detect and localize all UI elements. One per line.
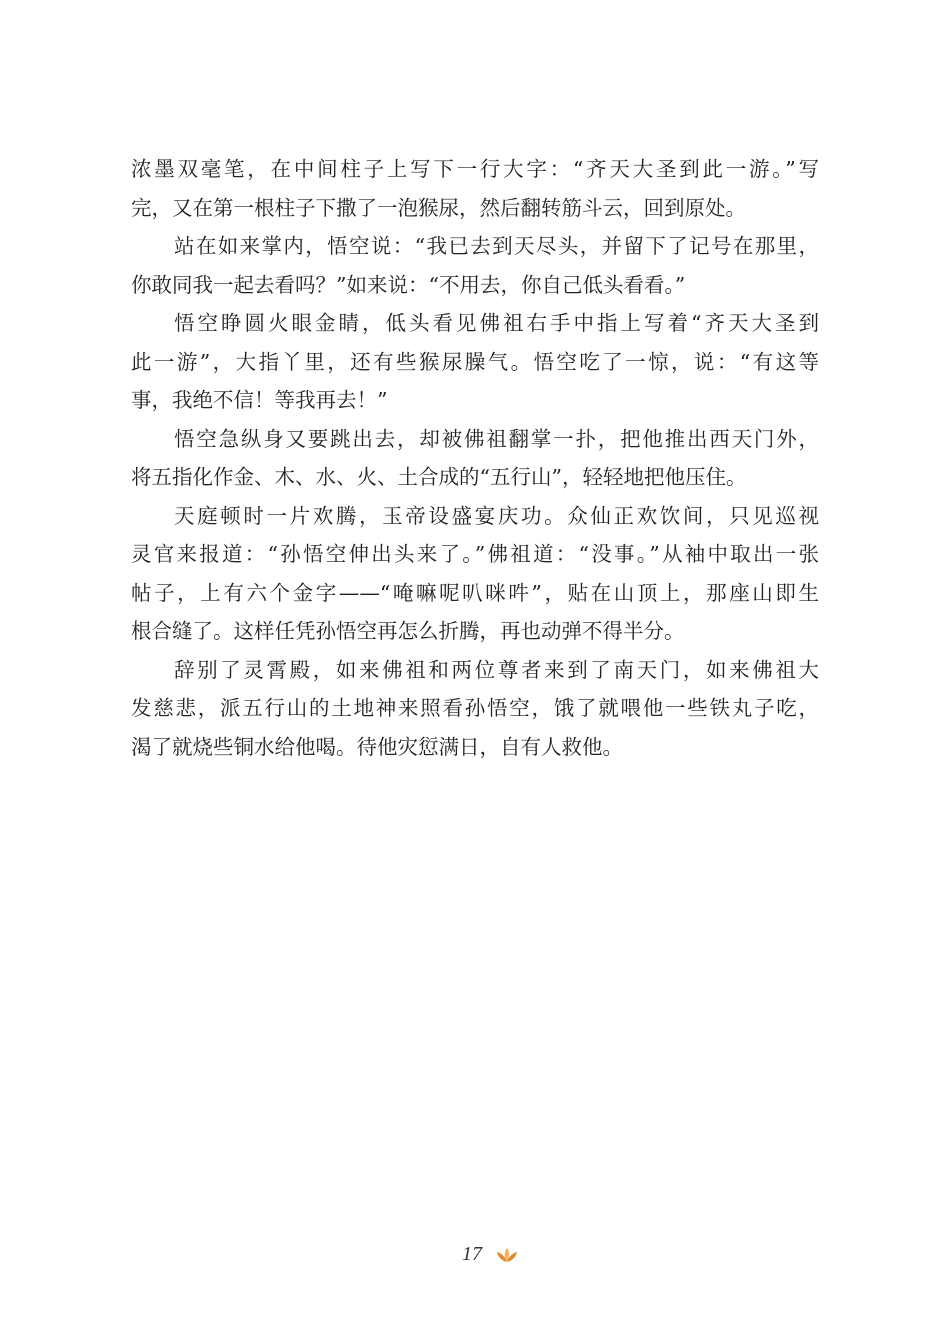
text-line: 将五指化作金、木、水、火、土合成的“五行山”，轻轻地把他压住。 [131,465,747,489]
text-line: 你敢同我一起去看吗？”如来说：“不用去，你自己低头看看。” [131,272,686,297]
text-line: 悟空睁圆火眼金睛，低头看见佛祖右手中指上写着“齐天大圣到 [174,311,819,335]
body-text [131,150,819,766]
text-line: 帖子，上有六个金字——“唵嘛呢叭咪吽”，贴在山顶上，那座山即生 [131,580,819,605]
text-line: 此一游”，大指丫里，还有些猴尿臊气。悟空吃了一惊，说：“有这等 [131,349,819,374]
text-line: 灵官来报道：“孙悟空伸出头来了。”佛祖道：“没事。”从袖中取出一张 [131,542,819,566]
text-line: 事，我绝不信！等我再去！” [131,388,388,412]
text-line: 站在如来掌内，悟空说：“我已去到天尽头，并留下了记号在那里， [174,234,819,258]
text-line: 悟空急纵身又要跳出去，却被佛祖翻掌一扑，把他推出西天门外， [174,426,819,451]
lotus-flower-icon [495,1246,519,1264]
page-number: 17 [462,1243,482,1265]
text-line: 完，又在第一根柱子下撒了一泡猴尿，然后翻转筋斗云，回到原处。 [131,195,746,220]
text-line: 天庭顿时一片欢腾，玉帝设盛宴庆功。众仙正欢饮间，只见巡视 [174,503,819,528]
page-footer [0,1238,944,1278]
text-line: 辞别了灵霄殿，如来佛祖和两位尊者来到了南天门，如来佛祖大 [174,657,819,682]
text-line: 浓墨双毫笔，在中间柱子上写下一行大字：“齐天大圣到此一游。”写 [131,157,819,181]
text-line: 根合缝了。这样任凭孙悟空再怎么折腾，再也动弹不得半分。 [131,619,685,643]
text-line: 渴了就烧些铜水给他喝。待他灾愆满日，自有人救他。 [131,734,623,759]
text-line: 发慈悲，派五行山的土地神来照看孙悟空，饿了就喂他一些铁丸子吃， [131,696,819,720]
